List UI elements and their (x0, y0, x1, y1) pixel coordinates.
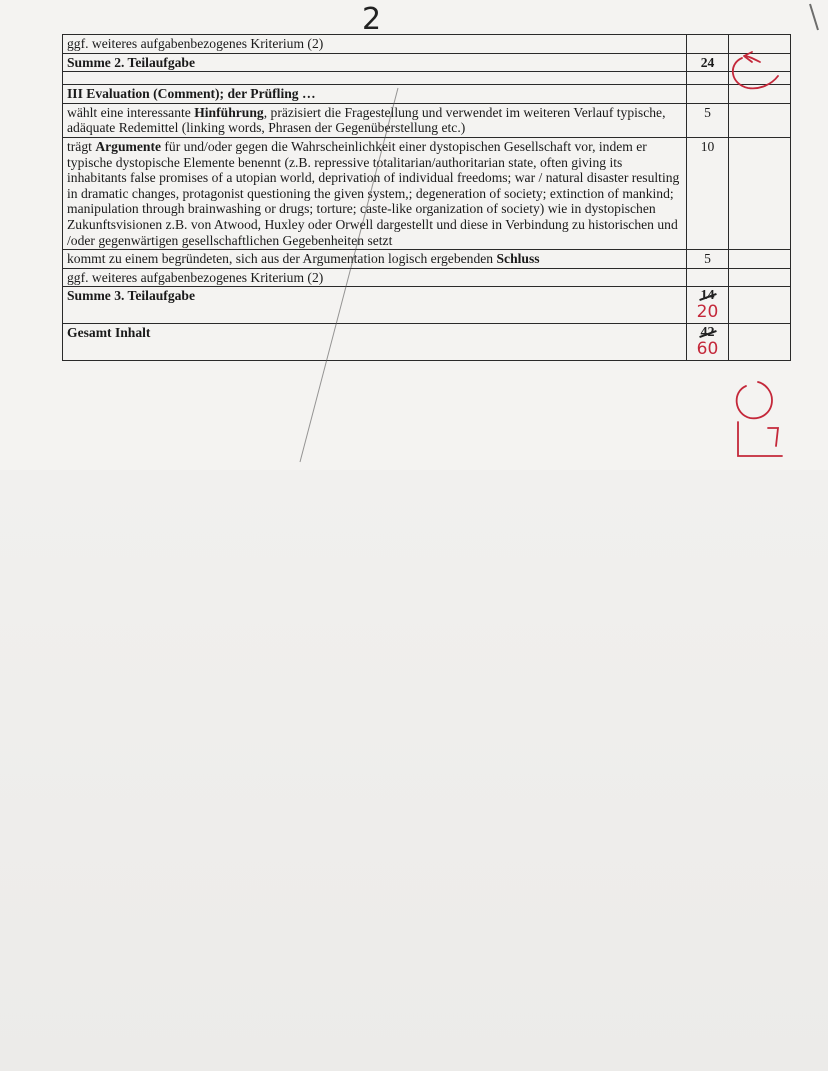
criterion-keyword: Hinführung (194, 104, 264, 120)
table-row-criterion-2 (63, 35, 791, 54)
criterion-keyword: Schluss (496, 251, 540, 267)
max-points (687, 287, 729, 324)
table-row-sum-2 (63, 53, 791, 72)
criterion-text (63, 137, 687, 249)
achieved-points (729, 324, 791, 361)
achieved-points (729, 35, 791, 54)
table-row-arguments (63, 137, 791, 249)
max-points (687, 268, 729, 287)
achieved-points (729, 53, 791, 72)
subtotal-label: Summe 2. Teilaufgabe (63, 53, 687, 72)
achieved-points (729, 268, 791, 287)
tick-mark (768, 428, 778, 446)
corrected-max-points: 20 (696, 302, 719, 323)
paper-background (0, 470, 828, 1071)
achieved-points (729, 85, 791, 104)
printed-max-points: 42 (700, 325, 715, 341)
bracket-mark (738, 422, 782, 456)
criterion-text (63, 250, 687, 269)
max-points (687, 35, 729, 54)
corrected-max-points: 60 (696, 339, 719, 360)
max-points: 5 (687, 103, 729, 137)
subtotal-label: Summe 3. Teilaufgabe (63, 287, 687, 324)
criterion-text (63, 103, 687, 137)
table-spacer (63, 72, 791, 85)
criterion-text: ggf. weiteres aufgabenbezogenes Kriterium (2) (63, 268, 687, 287)
criterion-part: trägt (67, 138, 96, 154)
achieved-points (729, 103, 791, 137)
section-heading: III Evaluation (Comment); der Prüfling … (63, 85, 687, 104)
criteria-table (62, 34, 791, 361)
page-number: 2 (362, 2, 382, 37)
bracket-mark (737, 382, 772, 418)
max-points: 10 (687, 137, 729, 249)
total-label: Gesamt Inhalt (63, 324, 687, 361)
criterion-part: für und/oder gegen die Wahrscheinlichkeit einer dystopischen Gesellschaft vor, indem er typische dystopische Elemente benennt (z.B. repressive totalitarian/authoritarian state, often giving its inhabitants false promises of a utopian world, deprivation of individual freedoms; war / natural disaster resulting in dramatic changes, protagonist questioning the given system,; degeneration of society; extinction of mankind; manipulation through brainwashing or drugs; torture; caste-like organization of society) wie in dystopischen Zukunftsvisionen z.B. von Atwood, Huxley oder Orwell dargestellt und diese in Verbindung zu historischen und /oder gegenwärtigen gesellschaftlichen Gegebenheiten setzt (67, 138, 680, 248)
printed-max-points: 14 (700, 288, 715, 304)
table-row-sum-3 (63, 287, 791, 324)
max-points: 5 (687, 250, 729, 269)
grading-sheet (62, 34, 794, 361)
max-points (687, 324, 729, 361)
table-row-conclusion (63, 250, 791, 269)
max-points: 24 (687, 53, 729, 72)
table-row-section-3 (63, 85, 791, 104)
max-points (687, 85, 729, 104)
table-row-introduction (63, 103, 791, 137)
achieved-points (729, 250, 791, 269)
criterion-part: , präzisiert die Fragestellung und verwendet im weiteren Verlauf typische, adäquate Redemittel (linking words, Phrasen der Gegenüberstellung etc.) (67, 104, 666, 136)
criterion-part: kommt zu einem begründeten, sich aus der Argumentation logisch ergebenden (67, 251, 497, 267)
achieved-points (729, 287, 791, 324)
criterion-keyword: Argumente (95, 138, 161, 154)
criterion-part: wählt eine interessante (67, 104, 195, 120)
achieved-points (729, 137, 791, 249)
table-row-criterion-3 (63, 268, 791, 287)
criterion-text: ggf. weiteres aufgabenbezogenes Kriterium (2) (63, 35, 687, 54)
table-row-total (63, 324, 791, 361)
